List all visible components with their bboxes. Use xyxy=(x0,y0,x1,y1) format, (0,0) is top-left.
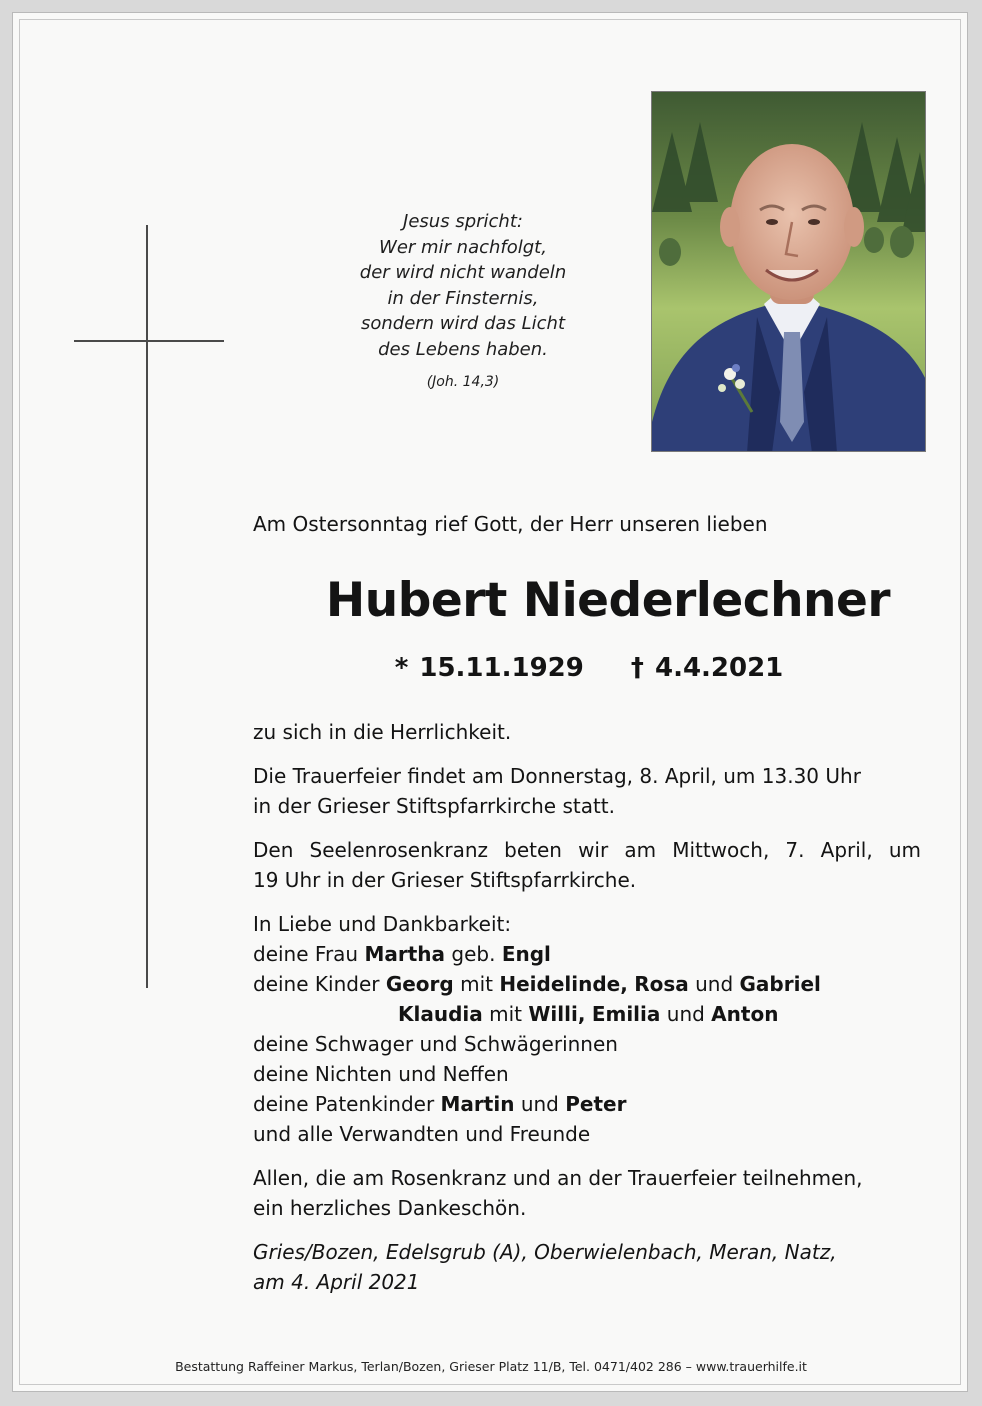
verse-reference: (Joh. 14,3) xyxy=(426,374,500,390)
mourner-name: Peter xyxy=(565,1092,627,1116)
rosary-line: Den Seelenrosenkranz beten wir am Mittwoch, 7. April, um xyxy=(253,838,921,862)
mourner-text: deine Frau xyxy=(253,942,359,966)
funeral-home-footer: Bestattung Raffeiner Markus, Terlan/Bozen, Grieser Platz 11/B, Tel. 0471/402 286 – www.trauerhilfe.it xyxy=(175,1359,807,1374)
mourner-text: deine Kinder xyxy=(253,972,380,996)
funeral-line: in der Grieser Stiftspfarrkirche statt. xyxy=(253,794,616,818)
funeral-line: Die Trauerfeier findet am Donnerstag, 8. April, um 13.30 Uhr xyxy=(253,764,861,788)
thanks-line: Allen, die am Rosenkranz und an der Trauerfeier teilnehmen, xyxy=(253,1166,863,1190)
place-line: am 4. April 2021 xyxy=(253,1270,420,1294)
rosary-paragraph xyxy=(253,835,921,895)
obituary-card xyxy=(12,12,968,1392)
verse-line: in der Finsternis, xyxy=(387,287,539,309)
birth-date: * 15.11.1929 xyxy=(394,653,584,683)
mourners-list xyxy=(253,909,921,1149)
cross-icon-horizontal xyxy=(74,340,224,342)
mourner-text: und xyxy=(520,1092,559,1116)
mourner-name: Klaudia xyxy=(398,1002,483,1026)
mourner-name: Emilia xyxy=(591,1002,661,1026)
verse-line: des Lebens haben. xyxy=(378,338,548,360)
mourner-name: Anton xyxy=(711,1002,779,1026)
mourner-name: Gabriel xyxy=(739,972,821,996)
rosary-line: 19 Uhr in der Grieser Stiftspfarrkirche. xyxy=(253,868,637,892)
mourner-relatives: und alle Verwandten und Freunde xyxy=(253,1122,591,1146)
place-date xyxy=(253,1237,921,1297)
mourner-godchildren xyxy=(253,1089,921,1119)
portrait-photo xyxy=(651,91,926,452)
verse-line: sondern wird das Licht xyxy=(360,313,566,334)
intro-text: Am Ostersonntag rief Gott, der Herr unseren lieben xyxy=(253,512,768,536)
bible-verse xyxy=(293,209,633,396)
place-line: Gries/Bozen, Edelsgrub (A), Oberwielenbach, Meran, Natz, xyxy=(253,1240,837,1264)
thanks-line: ein herzliches Dankeschön. xyxy=(253,1196,527,1220)
verse-line: Wer mir nachfolgt, xyxy=(379,236,547,258)
mourner-children: deine Kinder Georg mit Heidelinde, Rosa und Gabriel xyxy=(253,972,821,996)
mourner-text: und xyxy=(695,972,734,996)
mourner-name: Willi xyxy=(528,1002,578,1026)
death-date: † 4.4.2021 xyxy=(630,653,784,683)
mourners-heading: In Liebe und Dankbarkeit: xyxy=(253,912,512,936)
after-name-text: zu sich in die Herrlichkeit. xyxy=(253,720,512,744)
mourner-inlaws: deine Schwager und Schwägerinnen xyxy=(253,1032,618,1056)
mourner-text: und xyxy=(666,1002,705,1026)
mourner-text: mit xyxy=(489,1002,523,1026)
verse-line: der wird nicht wandeln xyxy=(359,262,567,283)
mourner-name: Martin xyxy=(440,1092,515,1116)
obituary-body xyxy=(253,717,921,1311)
mourner-name: Engl xyxy=(501,942,551,966)
life-dates xyxy=(253,653,925,683)
mourner-children: Klaudia mit Willi, Emilia und Anton xyxy=(398,1002,779,1026)
mourner-text: geb. xyxy=(451,942,496,966)
mourner-wife xyxy=(253,939,921,969)
deceased-name: Hubert Niederlechner xyxy=(325,573,891,628)
verse-line: Jesus spricht: xyxy=(403,211,523,232)
mourner-name: Heidelinde xyxy=(499,972,621,996)
mourner-text: mit xyxy=(460,972,493,996)
thanks-paragraph xyxy=(253,1163,921,1223)
funeral-paragraph xyxy=(253,761,921,821)
mourner-name: Martha xyxy=(364,942,446,966)
mourner-nieces: deine Nichten und Neffen xyxy=(253,1062,509,1086)
mourner-name: Georg xyxy=(385,972,454,996)
mourner-text: deine Patenkinder xyxy=(253,1092,435,1116)
mourner-name: Rosa xyxy=(634,972,689,996)
